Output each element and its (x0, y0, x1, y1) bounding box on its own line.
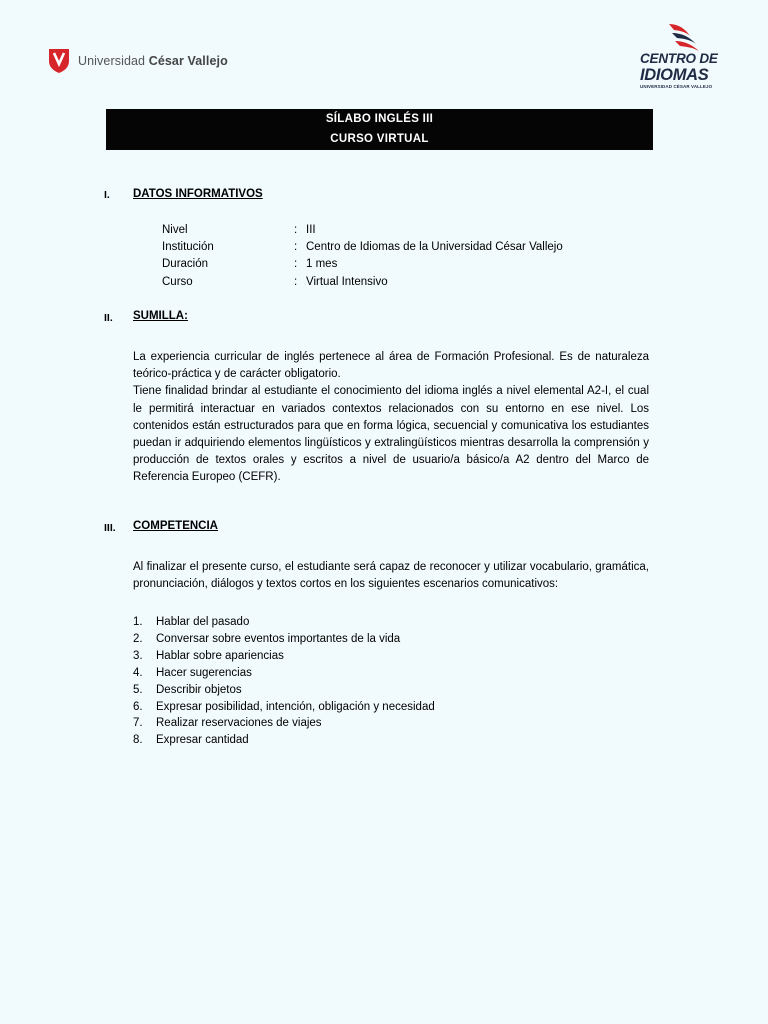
list-item: 3. Hablar sobre apariencias (133, 649, 284, 662)
info-label-curso: Curso (162, 276, 193, 288)
logo-line-3: UNIVERSIDAD CÉSAR VALLEJO (640, 84, 713, 89)
competencia-list (133, 614, 435, 749)
section-2-number: II. (104, 312, 113, 324)
flag-stripes-icon (666, 22, 706, 54)
section-3-number: III. (104, 522, 116, 534)
title-line-1: SÍLABO INGLÉS III (325, 113, 434, 125)
info-colon: : (294, 258, 298, 270)
list-item: 4. Hacer sugerencias (133, 666, 252, 679)
title-bar (106, 109, 653, 150)
info-colon: : (294, 224, 298, 236)
section-2-title: SUMILLA: (133, 310, 188, 322)
list-item: 2. Conversar sobre eventos importantes de la vida (133, 632, 401, 645)
logo-line-2: IDIOMAS (640, 65, 709, 84)
centro-idiomas-logo (640, 22, 720, 92)
competencia-intro: Al finalizar el presente curso, el estudiante será capaz de reconocer y utilizar vocabulario, gramática, pronunciación, diálogos y textos cortos en los siguientes escenarios comunicativos: (133, 561, 649, 591)
info-value-nivel: III (306, 224, 316, 236)
sumilla-paragraph (133, 349, 649, 487)
info-value-duracion: 1 mes (306, 258, 338, 270)
list-item: 1. Hablar del pasado (133, 616, 250, 628)
logo-line-1: CENTRO DE (640, 51, 718, 66)
ucv-shield-icon (48, 48, 70, 74)
info-label-duracion: Duración (162, 258, 209, 270)
list-item: 8. Expresar cantidad (133, 734, 249, 747)
section-3-title: COMPETENCIA (133, 520, 218, 532)
section-1-number: I. (104, 189, 110, 201)
list-item: 7. Realizar reservaciones de viajes (133, 717, 322, 730)
sumilla-paragraph-1: La experiencia curricular de inglés pertenece al área de Formación Profesional. Es de naturaleza teórico-práctica y de carácter obligatorio. (133, 351, 649, 381)
title-line-2: CURSO VIRTUAL (330, 133, 429, 145)
info-label-nivel: Nivel (162, 224, 188, 236)
info-value-institucion: Centro de Idiomas de la Universidad César Vallejo (306, 241, 563, 253)
sumilla-paragraph-2: Tiene finalidad brindar al estudiante el conocimiento del idioma inglés a nivel elemental A2-I, el cual le permitirá interactuar en variados contextos relacionados con su entorno en ese nivel. Los contenidos están estructurados para que en forma lógica, secuencial y comunicativa los estudiantes puedan ir adquiriendo elementos lingüísticos y extralingüísticos mientras desarrolla la comprensión y producción de textos orales y escritos a nivel de usuario/a básico/a A2 dentro del Marco de Referencia Europeo (CEFR). (133, 385, 649, 484)
university-name: Universidad César Vallejo (78, 54, 228, 68)
ucv-logo (48, 47, 228, 75)
list-item: 6. Expresar posibilidad, intención, obligación y necesidad (133, 700, 435, 713)
info-colon: : (294, 276, 298, 288)
info-value-curso: Virtual Intensivo (306, 276, 388, 288)
info-colon: : (294, 241, 298, 253)
section-1-title: DATOS INFORMATIVOS (133, 188, 263, 200)
list-item: 5. Describir objetos (133, 683, 242, 696)
info-label-institucion: Institución (162, 241, 214, 253)
